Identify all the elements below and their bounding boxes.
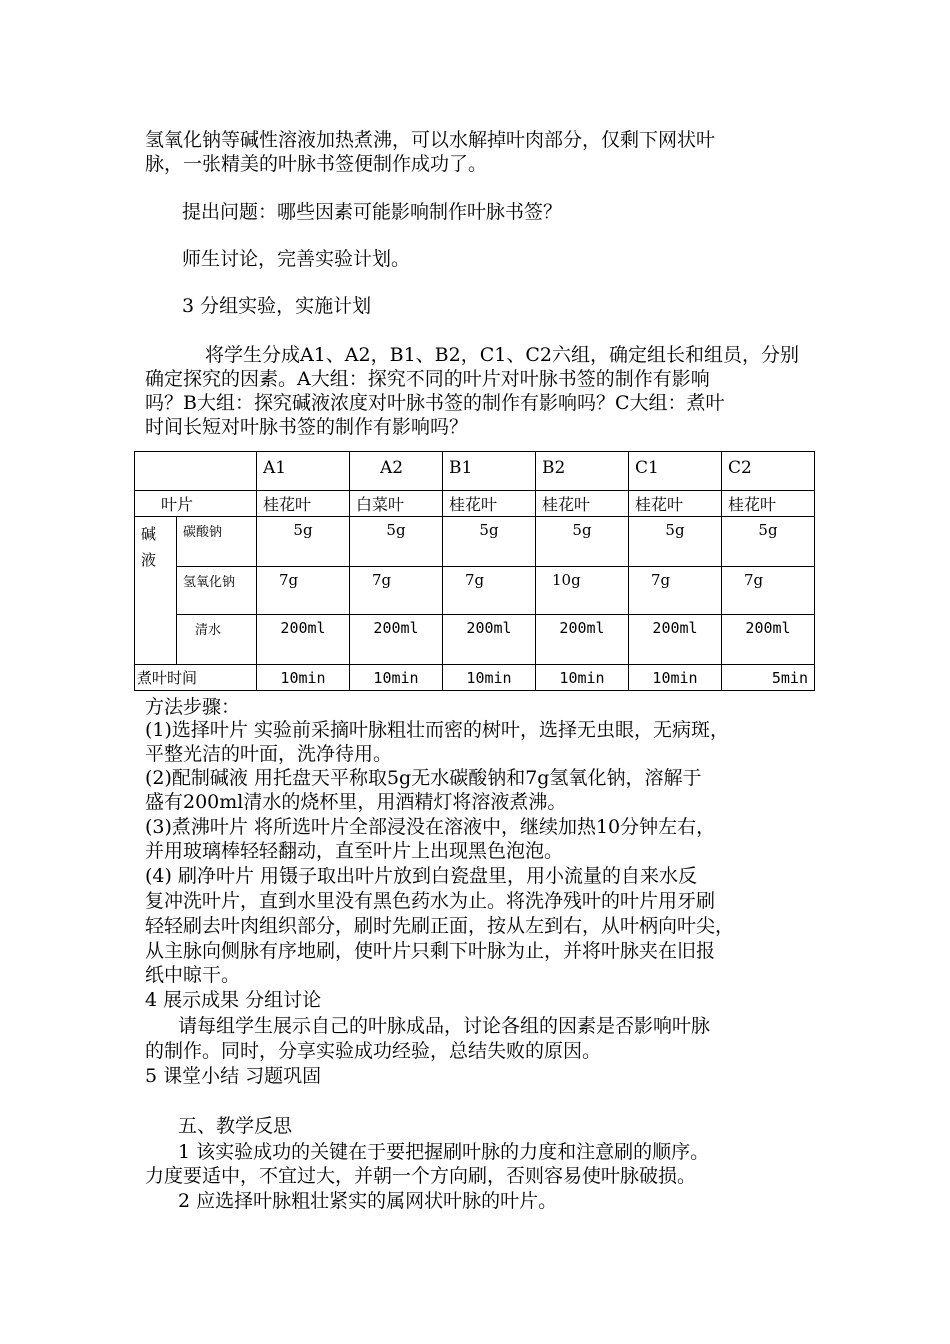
question-line: 提出问题：哪些因素可能影响制作叶脉书签？ [182, 201, 563, 223]
table-row [135, 567, 815, 615]
table-cell: 5g [536, 517, 629, 567]
table-cell: 白菜叶 [350, 491, 443, 517]
table-cell: 200ml [350, 615, 443, 665]
table-header-cell: B2 [536, 452, 629, 491]
text-line: 纸中晾干。 [145, 964, 241, 986]
text-line: (3)煮沸叶片 将所选叶片全部浸没在溶液中，继续加热10分钟左右， [145, 816, 716, 838]
table-cell: 7g [722, 567, 815, 615]
row-group-label [135, 517, 177, 665]
text-line: 盛有200ml清水的烧杯里，用酒精灯将溶液煮沸。 [145, 791, 567, 813]
table-row [135, 665, 815, 691]
table-corner-cell [135, 452, 257, 491]
text-line: 平整光洁的叶面，洗净待用。 [145, 743, 393, 765]
table-cell: 5g [443, 517, 536, 567]
table-row [135, 517, 815, 567]
text-line: 的制作。同时，分享实验成功经验，总结失败的原因。 [145, 1040, 602, 1062]
text-line: 确定探究的因素。A大组：探究不同的叶片对叶脉书签的制作有影响 [145, 368, 710, 390]
table-cell: 200ml [443, 615, 536, 665]
table-header-cell: B1 [443, 452, 536, 491]
section-heading: 3 分组实验，实施计划 [182, 295, 372, 317]
text-line: 吗？B大组：探究碱液浓度对叶脉书签的制作有影响吗？C大组：煮叶 [145, 392, 725, 414]
text-line: (2)配制碱液 用托盘天平称取5g无水碳酸钠和7g氢氧化钠，溶解于 [145, 767, 702, 789]
table-cell: 桂花叶 [443, 491, 536, 517]
discussion-line: 师生讨论，完善实验计划。 [182, 248, 411, 270]
text-line: 请每组学生展示自己的叶脉成品，讨论各组的因素是否影响叶脉 [178, 1015, 711, 1037]
reflection-title: 五、教学反思 [178, 1115, 293, 1137]
table-cell: 7g [629, 567, 722, 615]
text-line: 并用玻璃棒轻轻翻动，直至叶片上出现黑色泡泡。 [145, 840, 564, 862]
table-cell: 5min [722, 665, 815, 691]
table-cell: 5g [629, 517, 722, 567]
text-line: 2 应选择叶脉粗壮紧实的属网状叶脉的叶片。 [178, 1190, 558, 1212]
table-cell: 5g [722, 517, 815, 567]
table-row [135, 491, 815, 517]
table-cell: 200ml [536, 615, 629, 665]
table-cell: 200ml [722, 615, 815, 665]
row-label: 叶片 [135, 491, 257, 517]
section-heading: 5 课堂小结 习题巩固 [145, 1065, 322, 1087]
table-row [135, 615, 815, 665]
text-line: 轻轻刷去叶肉组织部分，刷时先刷正面，按从左到右，从叶柄向叶尖， [145, 915, 735, 937]
table-header-cell: A2 [350, 452, 443, 491]
alkali-label: 碱液 [141, 525, 157, 569]
table-cell: 10min [443, 665, 536, 691]
table-cell: 10min [350, 665, 443, 691]
text-line: 从主脉向侧脉有序地刷，使叶片只剩下叶脉为止，并将叶脉夹在旧报 [145, 940, 716, 962]
row-label: 氢氧化钠 [177, 567, 257, 615]
table-cell: 桂花叶 [536, 491, 629, 517]
method-title: 方法步骤： [145, 696, 241, 718]
text-line: 时间长短对叶脉书签的制作有影响吗？ [145, 416, 469, 438]
table-header-row [135, 452, 815, 491]
table-cell: 10min [257, 665, 350, 691]
text-line: (4) 刷净叶片 用镊子取出叶片放到白瓷盘里，用小流量的自来水反 [145, 865, 697, 887]
experiment-table [134, 451, 815, 691]
table-cell: 7g [443, 567, 536, 615]
table-header-cell: C1 [629, 452, 722, 491]
table-cell: 10g [536, 567, 629, 615]
table-cell: 7g [257, 567, 350, 615]
text-line: 1 该实验成功的关键在于要把握刷叶脉的力度和注意刷的顺序。 [178, 1141, 710, 1163]
table-header-cell: A1 [257, 452, 350, 491]
text-line: 脉，一张精美的叶脉书签便制作成功了。 [145, 153, 488, 175]
table-cell: 200ml [257, 615, 350, 665]
row-label: 煮叶时间 [135, 665, 257, 691]
table-cell: 桂花叶 [722, 491, 815, 517]
text-line: 复冲洗叶片，直到水里没有黑色药水为止。将洗净残叶的叶片用牙刷 [145, 890, 716, 912]
row-label: 清水 [177, 615, 257, 665]
table-cell: 桂花叶 [257, 491, 350, 517]
table-cell: 5g [350, 517, 443, 567]
table-cell: 7g [350, 567, 443, 615]
section-heading: 4 展示成果 分组讨论 [145, 989, 322, 1011]
row-label: 碳酸钠 [177, 517, 257, 567]
text-line: 氢氧化钠等碱性溶液加热煮沸，可以水解掉叶肉部分，仅剩下网状叶 [145, 129, 716, 151]
text-line: 力度要适中，不宜过大，并朝一个方向刷，否则容易使叶脉破损。 [145, 1165, 697, 1187]
text-line: (1)选择叶片 实验前采摘叶脉粗壮而密的树叶，选择无虫眼，无病斑， [145, 719, 729, 741]
table-cell: 5g [257, 517, 350, 567]
table-header-cell: C2 [722, 452, 815, 491]
table-cell: 10min [536, 665, 629, 691]
table-cell: 桂花叶 [629, 491, 722, 517]
table-cell: 200ml [629, 615, 722, 665]
table-cell: 10min [629, 665, 722, 691]
text-line: 将学生分成A1、A2，B1、B2，C1、C2六组，确定组长和组员，分别 [205, 344, 799, 366]
